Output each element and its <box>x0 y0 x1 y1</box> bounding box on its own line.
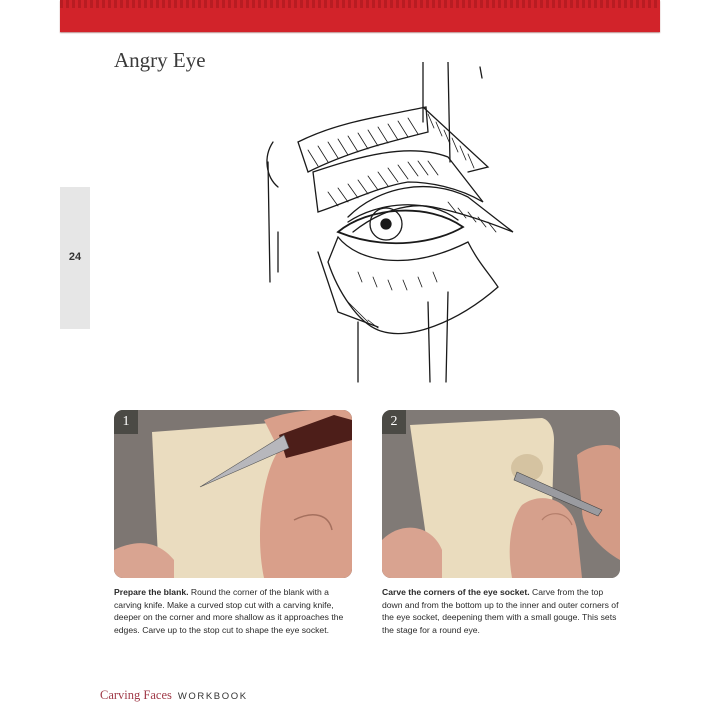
step-number-badge: 2 <box>382 410 406 434</box>
header-band <box>60 0 660 32</box>
footer <box>100 688 248 703</box>
step-2-caption <box>382 586 624 636</box>
page-title: Angry Eye <box>114 48 206 72</box>
step-number-badge: 1 <box>114 410 138 434</box>
step-1-photo <box>114 410 352 578</box>
page-number: 24 <box>68 251 82 263</box>
step-2-lead: Carve the corners of the eye socket. <box>382 587 530 597</box>
page-number-tab <box>60 187 90 329</box>
step-1-caption <box>114 586 356 636</box>
ruler-ticks <box>60 0 660 8</box>
footer-subtitle: WORKBOOK <box>177 691 248 702</box>
step-1-text: Round the corner of the blank with a carving knife. Make a curved stop cut with a carving knife, deeper on the corner and more shallow as it approaches the edges. Carve up to the stop cut to shape the eye socket. <box>114 587 344 635</box>
angry-eye-illustration <box>258 62 520 388</box>
step-2-text: Carve from the top down and from the bottom up to the inner and outer corners of the eye socket, deepening them with a small gouge. This sets the stage for a round eye. <box>382 587 619 635</box>
step-2-photo <box>382 410 620 578</box>
step-1-lead: Prepare the blank. <box>114 587 189 597</box>
footer-brand: Carving Faces <box>100 688 172 702</box>
